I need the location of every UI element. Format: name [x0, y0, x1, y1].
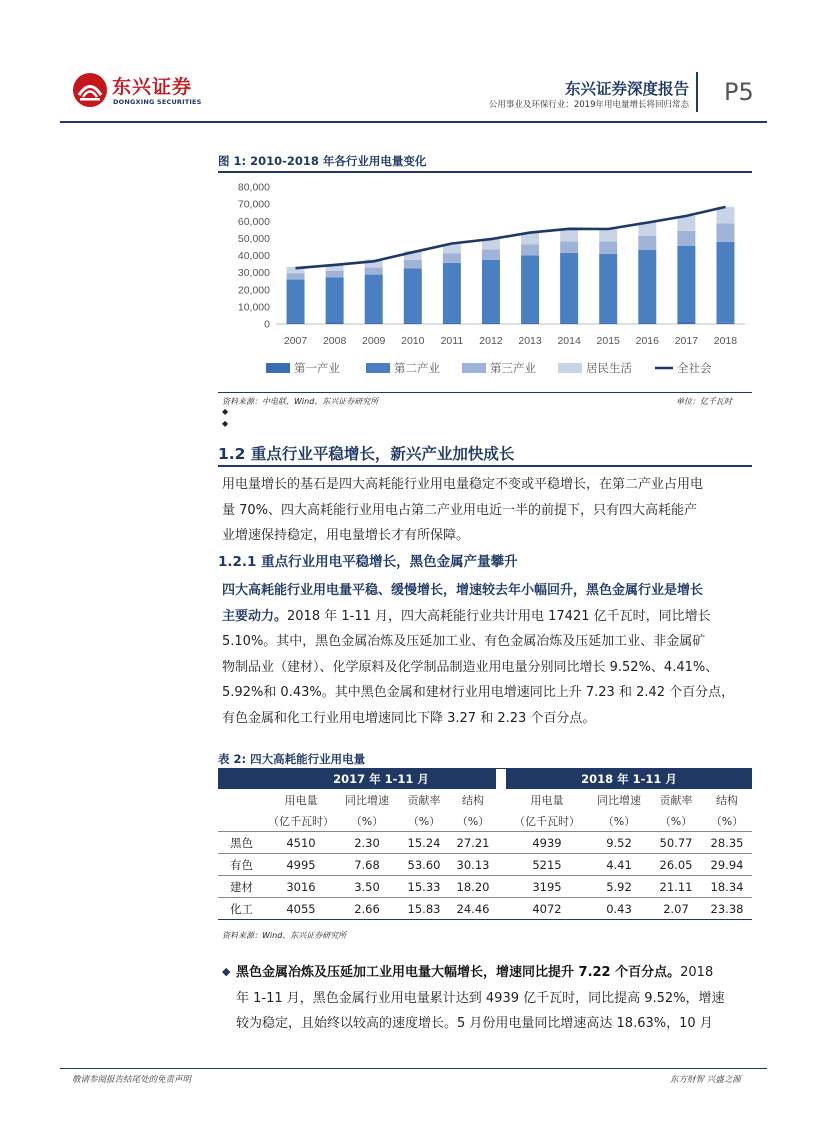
paragraph-line: 年 1-11 月，黑色金属行业用电量累计达到 4939 亿千瓦时，同比提高 9.52%，增速 — [236, 990, 725, 1006]
bar-segment — [482, 249, 500, 259]
bar-segment — [560, 241, 578, 252]
column-header: 用电量 — [284, 793, 318, 807]
electricity-consumption-chart — [218, 175, 752, 385]
header-divider — [696, 72, 698, 112]
section-paragraph — [222, 472, 762, 549]
paragraph-line: 较为稳定，且始终以较高的速度增长。5 月份用电量同比增速高达 18.63%，10 月 — [236, 1016, 713, 1031]
paragraph-text: 2018 — [680, 965, 714, 980]
legend-label: 第三产业 — [490, 361, 536, 375]
bar-segment — [482, 322, 500, 324]
bar-segment — [404, 322, 422, 324]
y-tick-label: 80,000 — [237, 181, 270, 194]
bar-segment — [287, 280, 305, 323]
y-tick-label: 60,000 — [237, 215, 270, 228]
y-tick-label: 30,000 — [237, 267, 270, 280]
paragraph-line: 有色金属和化工行业用电增速同比下降 3.27 和 2.23 个百分点。 — [222, 710, 596, 726]
bar-segment — [599, 229, 617, 242]
table-cell: 18.20 — [450, 876, 496, 898]
bar-segment — [443, 253, 461, 262]
report-subtitle: 公用事业及环保行业：2019年用电量增长将回归常态 — [488, 100, 689, 110]
table-title: 表 2: 四大高耗能行业用电量 — [218, 752, 366, 766]
y-tick-label: 20,000 — [237, 284, 270, 297]
table-cell: 4072 — [506, 898, 588, 920]
table-cell: 9.52 — [588, 832, 650, 854]
legend-label: 第二产业 — [394, 361, 440, 375]
table-cell: 5215 — [506, 854, 588, 876]
row-label: 有色 — [218, 854, 266, 876]
paragraph-text: 2018 年 1-11 月，四大高耗能行业共计用电 17421 亿千瓦时，同比增长 — [287, 608, 711, 624]
bar-segment — [638, 322, 656, 324]
table-cell: 30.13 — [450, 854, 496, 876]
legend-label: 第一产业 — [294, 361, 340, 375]
x-tick-label: 2008 — [322, 335, 347, 347]
figure-title: 图 1: 2010-2018 年各行业用电量变化 — [218, 154, 427, 168]
bar-segment — [326, 271, 344, 278]
x-tick-label: 2012 — [479, 335, 503, 347]
legend-swatch — [366, 363, 390, 373]
row-label: 建材 — [218, 876, 266, 898]
table-cell: 29.94 — [702, 854, 752, 876]
bar-segment — [560, 253, 578, 323]
y-tick-label: 50,000 — [237, 232, 270, 245]
x-tick-label: 2007 — [283, 335, 308, 347]
column-header: 结构 — [716, 793, 738, 807]
table-row — [218, 832, 752, 854]
bar-segment — [716, 242, 734, 323]
table-cell: 4939 — [506, 832, 588, 854]
y-tick-label: 40,000 — [237, 250, 270, 262]
row-label: 化工 — [218, 898, 266, 920]
bar-segment — [365, 267, 383, 274]
x-tick-label: 2011 — [440, 335, 464, 347]
bar-segment — [404, 260, 422, 269]
x-tick-label: 2015 — [596, 335, 620, 347]
bar-segment — [716, 223, 734, 241]
bar-segment — [521, 245, 539, 256]
figure-source: 资料来源：中电联、Wind、东兴证券研究所 — [222, 397, 379, 406]
total-line-series — [296, 207, 726, 268]
bullet-mark: ◆ — [222, 407, 229, 416]
y-tick-label: 0 — [264, 318, 270, 331]
subsection-heading: 1.2.1 重点行业用电平稳增长，黑色金属产量攀升 — [218, 554, 518, 570]
bar-segment — [638, 236, 656, 250]
x-tick-label: 2009 — [362, 335, 386, 347]
table-cell: 2.66 — [336, 898, 398, 920]
bar-segment — [677, 231, 695, 246]
y-tick-label: 10,000 — [237, 301, 270, 314]
bar-segment — [443, 322, 461, 324]
table-cell: 4055 — [266, 898, 336, 920]
paragraph-lead-end: 主要动力。 — [222, 608, 288, 624]
table-cell: 15.33 — [398, 876, 450, 898]
table-cell: 3.50 — [336, 876, 398, 898]
table-cell: 27.21 — [450, 832, 496, 854]
table-cell: 5.92 — [588, 876, 650, 898]
bar-segment — [365, 275, 383, 323]
table-unit-row — [218, 810, 752, 832]
table-cell: 3016 — [266, 876, 336, 898]
bar-segment — [638, 250, 656, 322]
bullet-paragraph — [236, 960, 762, 1037]
table-cell: 21.11 — [650, 876, 702, 898]
legend-label: 居民生活 — [586, 361, 632, 375]
column-header: 结构 — [462, 793, 484, 807]
legend-label: 全社会 — [677, 361, 712, 375]
bar-segment — [326, 277, 344, 322]
table-cell: 26.05 — [650, 854, 702, 876]
column-unit: （%） — [456, 814, 490, 828]
table-cell: 3195 — [506, 876, 588, 898]
column-unit: （亿千瓦时） — [268, 814, 334, 828]
table-row — [218, 854, 752, 876]
bullet-mark: ◆ — [222, 419, 229, 428]
year-header-2017: 2017 年 1-11 月 — [266, 769, 496, 789]
table-cell: 53.60 — [398, 854, 450, 876]
figure-source-rule — [218, 392, 752, 393]
x-tick-label: 2016 — [635, 335, 659, 347]
bar-segment — [599, 254, 617, 322]
bar-segment — [326, 322, 344, 324]
section-heading-rule — [218, 465, 752, 467]
paragraph-line: 用电量增长的基石是四大高耗能行业用电量稳定不变或平稳增长，在第二产业占用电 — [222, 477, 704, 492]
x-tick-label: 2018 — [713, 335, 738, 347]
paragraph-lead: 黑色金属冶炼及压延加工业用电量大幅增长，增速同比提升 7.22 个百分点。 — [236, 965, 681, 980]
paragraph-line: 5.10%。其中，黑色金属冶炼及压延加工业、有色金属冶炼及压延加工业、非金属矿 — [222, 634, 706, 649]
table-cell: 23.38 — [702, 898, 752, 920]
company-logo-icon — [72, 72, 108, 108]
logo-chinese-name: 东兴证券 — [112, 76, 193, 98]
bar-segment — [560, 229, 578, 241]
bar-segment — [599, 322, 617, 324]
table-year-header-row — [218, 769, 752, 789]
bar-segment — [287, 322, 305, 324]
header-rule — [60, 121, 767, 123]
report-title: 东兴证券深度报告 — [564, 80, 689, 98]
table-row — [218, 898, 752, 920]
legend-swatch — [558, 363, 582, 373]
table-cell: 28.35 — [702, 832, 752, 854]
bar-segment — [677, 246, 695, 322]
bar-segment — [365, 322, 383, 324]
paragraph-lead: 四大高耗能行业用电量平稳、缓慢增长，增速较去年小幅回升，黑色金属行业是增长 — [222, 583, 704, 598]
column-unit: （%） — [602, 814, 636, 828]
bar-segment — [521, 322, 539, 324]
column-unit: （亿千瓦时） — [514, 814, 580, 828]
column-unit: （%） — [350, 814, 384, 828]
subsection-paragraph — [222, 578, 762, 731]
table-cell: 2.07 — [650, 898, 702, 920]
x-tick-label: 2014 — [557, 335, 581, 347]
table-cell: 0.43 — [588, 898, 650, 920]
row-label: 黑色 — [218, 832, 266, 854]
table-cell: 4510 — [266, 832, 336, 854]
bullet-diamond-icon: ◆ — [222, 965, 231, 978]
column-header: 贡献率 — [659, 793, 693, 807]
column-header: 用电量 — [530, 793, 564, 807]
table-cell: 18.34 — [702, 876, 752, 898]
table-source: 资料来源：Wind、东兴证券研究所 — [222, 931, 347, 940]
table-cell: 24.46 — [450, 898, 496, 920]
bar-segment — [560, 322, 578, 324]
table-header-row — [218, 789, 752, 810]
bar-segment — [287, 273, 305, 279]
bar-segment — [443, 263, 461, 322]
bar-segment — [599, 242, 617, 254]
x-tick-label: 2013 — [518, 335, 542, 347]
year-header-2018: 2018 年 1-11 月 — [506, 769, 752, 789]
table-cell: 4995 — [266, 854, 336, 876]
bar-segment — [521, 255, 539, 322]
figure-unit: 单位：亿千瓦时 — [676, 397, 732, 406]
table-cell: 50.77 — [650, 832, 702, 854]
figure-title-rule — [218, 171, 752, 173]
paragraph-line: 业增速保持稳定，用电量增长才有所保障。 — [222, 528, 470, 543]
table-cell: 4.41 — [588, 854, 650, 876]
paragraph-line — [222, 604, 762, 630]
energy-intensive-industries-table — [218, 769, 752, 920]
table-cell: 2.30 — [336, 832, 398, 854]
x-tick-label: 2010 — [401, 335, 425, 347]
y-tick-label: 70,000 — [237, 198, 270, 211]
column-unit: （%） — [407, 814, 441, 828]
page-number: P5 — [724, 78, 754, 106]
table-row — [218, 876, 752, 898]
footer-disclaimer: 敬请参阅报告结尾处的免责声明 — [72, 1075, 192, 1085]
column-header: 同比增速 — [345, 793, 389, 807]
legend-swatch — [462, 363, 486, 373]
section-heading: 1.2 重点行业平稳增长，新兴产业加快成长 — [218, 445, 515, 463]
bar-segment — [404, 268, 422, 322]
paragraph-line: 物制品业（建材）、化学原料及化学制品制造业用电量分别同比增长 9.52%、4.41%、 — [222, 659, 719, 675]
column-unit: （%） — [710, 814, 744, 828]
legend-swatch — [266, 363, 290, 373]
paragraph-line: 量 70%、四大高耗能行业用电占第二产业用电近一半的前提下，只有四大高耗能产 — [222, 502, 698, 518]
footer-rule — [60, 1068, 767, 1069]
bar-segment — [716, 323, 734, 324]
column-header: 贡献率 — [407, 793, 441, 807]
column-unit: （%） — [659, 814, 693, 828]
table-cell: 15.83 — [398, 898, 450, 920]
table-cell: 7.68 — [336, 854, 398, 876]
x-tick-label: 2017 — [674, 335, 699, 347]
bar-segment — [482, 260, 500, 323]
paragraph-line — [236, 960, 762, 986]
logo-english-name: DONGXING SECURITIES — [113, 98, 202, 106]
column-header: 同比增速 — [597, 793, 641, 807]
footer-slogan: 东方财智 兴盛之源 — [670, 1075, 741, 1085]
table-cell: 15.24 — [398, 832, 450, 854]
bar-segment — [677, 322, 695, 324]
paragraph-line: 5.92%和 0.43%。其中黑色金属和建材行业用电增速同比上升 7.23 和 2.42 个百分点， — [222, 685, 735, 700]
